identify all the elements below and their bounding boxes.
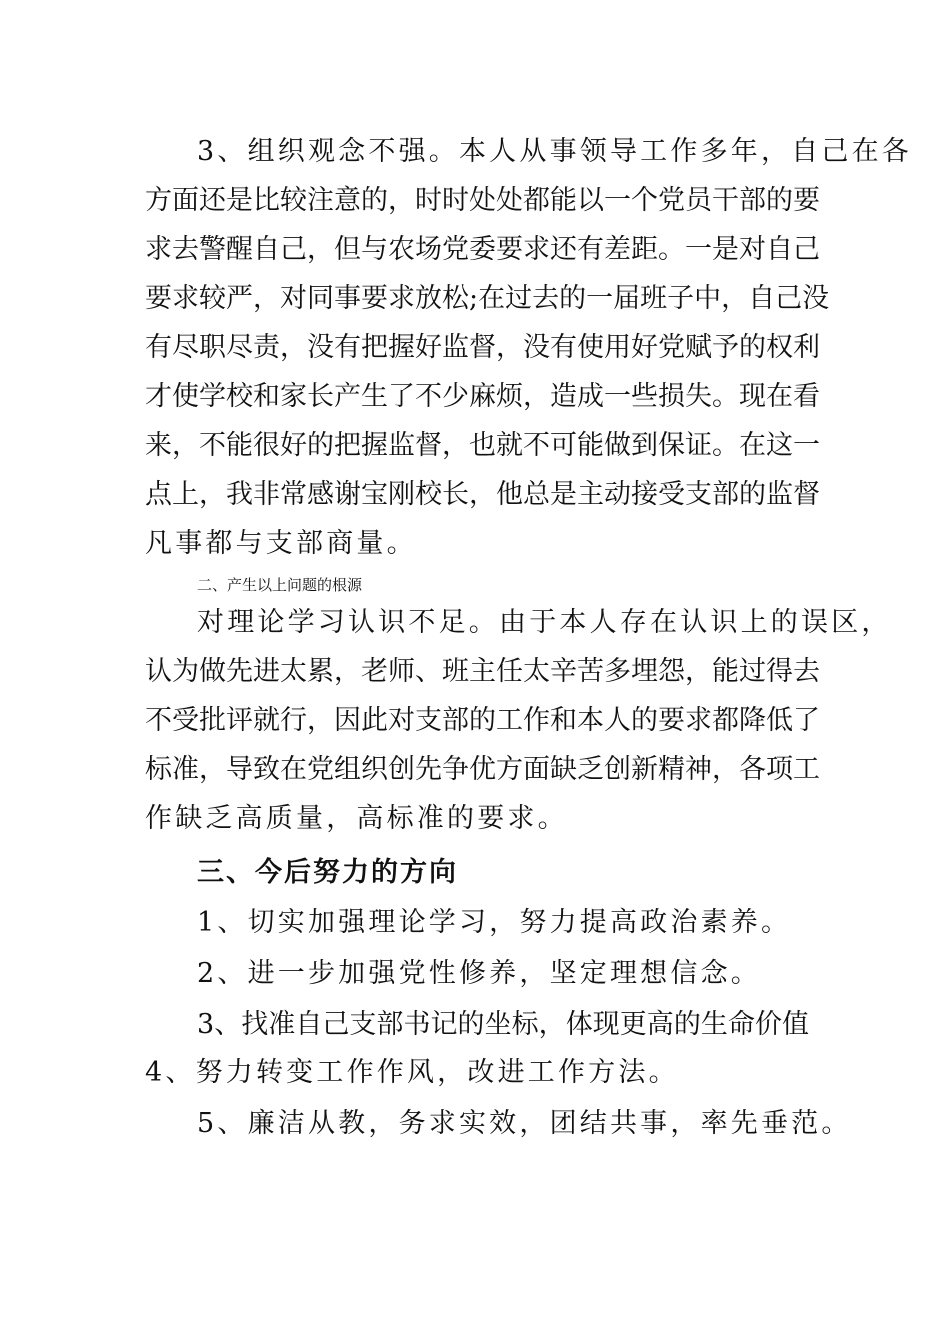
list-item: 5、廉洁从教，务求实效，团结共事，率先垂范。 <box>197 1108 852 1139</box>
list-item: 2、进一步加强党性修养，坚定理想信念。 <box>197 958 761 989</box>
paragraph-line: 要求较严，对同事要求放松;在过去的一届班子中，自己没 <box>145 283 830 314</box>
list-item: 4、努力转变工作作风，改进工作方法。 <box>145 1057 679 1088</box>
paragraph-line: 3、组织观念不强。本人从事领导工作多年，自己在各 <box>197 136 912 167</box>
paragraph-line: 不受批评就行，因此对支部的工作和本人的要求都降低了 <box>145 705 820 736</box>
paragraph-line: 标准，导致在党组织创先争优方面缺乏创新精神，各项工 <box>145 754 820 785</box>
paragraph-line: 作缺乏高质量，高标准的要求。 <box>145 803 568 834</box>
section-heading-small: 二、产生以上问题的根源 <box>197 576 363 594</box>
paragraph-line: 来，不能很好的把握监督，也就不可能做到保证。在这一 <box>145 430 820 461</box>
list-item: 3、找准自己支部书记的坐标，体现更高的生命价值 <box>197 1009 809 1040</box>
paragraph-line: 求去警醒自己，但与农场党委要求还有差距。一是对自己 <box>145 234 820 265</box>
paragraph-line: 有尽职尽责，没有把握好监督，没有使用好党赋予的权利 <box>145 332 820 363</box>
paragraph-line: 才使学校和家长产生了不少麻烦，造成一些损失。现在看 <box>145 381 820 412</box>
paragraph-line: 认为做先进太累，老师、班主任太辛苦多埋怨，能过得去 <box>145 656 820 687</box>
list-item: 1、切实加强理论学习，努力提高政治素养。 <box>197 907 792 938</box>
paragraph-line: 凡事都与支部商量。 <box>145 528 417 559</box>
paragraph-line: 对理论学习认识不足。由于本人存在认识上的误区， <box>197 607 892 638</box>
paragraph-line: 方面还是比较注意的，时时处处都能以一个党员干部的要 <box>145 185 820 216</box>
section-heading: 三、今后努力的方向 <box>197 857 458 888</box>
paragraph-line: 点上，我非常感谢宝刚校长，他总是主动接受支部的监督 <box>145 479 820 510</box>
